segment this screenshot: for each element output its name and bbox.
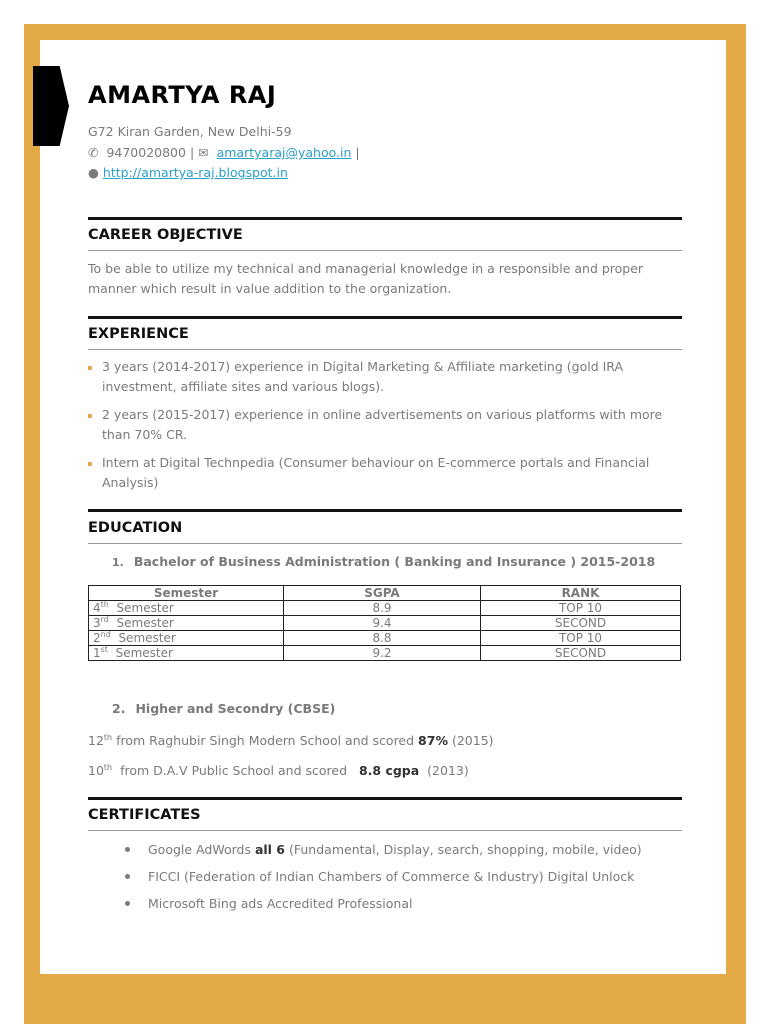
bullet-icon [125, 874, 130, 879]
twelfth-result: 12th from Raghubir Singh Modern School and scored 87% (2015) [88, 732, 494, 748]
secondary-title [112, 701, 335, 716]
section-rule [88, 797, 682, 800]
degree-number: 1. [112, 556, 124, 569]
blog-line [88, 165, 288, 180]
experience-item: 3 years (2014-2017) experience in Digital Marketing & Affiliate marketing (gold IRA investment, affiliate sites and various blogs). [102, 359, 624, 394]
certificate-item: FICCI (Federation of Indian Chambers of Commerce & Industry) Digital Unlock [148, 869, 635, 884]
sgpa-cell: 9.4 [284, 616, 481, 631]
separator: | [189, 145, 195, 160]
secondary-number: 2. [112, 701, 126, 716]
rank-cell: TOP 10 [481, 631, 681, 646]
separator: | [355, 145, 360, 160]
experience-item: Intern at Digital Technpedia (Consumer behaviour on E-commerce portals and Financial Analysis) [102, 455, 650, 490]
bullet-icon [88, 462, 92, 466]
section-underline [88, 349, 682, 350]
tenth-result: 10th from D.A.V Public School and scored 8.8 cgpa (2013) [88, 762, 469, 778]
bullet-icon [88, 366, 92, 370]
table-row [89, 631, 681, 646]
experience-heading: EXPERIENCE [88, 326, 189, 342]
semester-cell: 4th Semester [89, 601, 284, 616]
certificate-item: Google AdWords all 6 (Fundamental, Display, search, shopping, mobile, video) [148, 842, 642, 857]
table-row [89, 616, 681, 631]
table-row [89, 601, 681, 616]
sgpa-cell: 9.2 [284, 646, 481, 661]
bullet-icon [125, 901, 130, 906]
phone-icon: ✆ [88, 145, 99, 160]
objective-text: To be able to utilize my technical and managerial knowledge in a responsible and proper manner which result in value addition to the organization. [88, 261, 644, 296]
column-header: RANK [481, 586, 681, 601]
section-rule [88, 316, 682, 319]
rank-cell: TOP 10 [481, 601, 681, 616]
semester-cell: 3rd Semester [89, 616, 284, 631]
semester-cell: 2nd Semester [89, 631, 284, 646]
email-link[interactable]: amartyaraj@yahoo.in [216, 145, 352, 160]
bullet-icon: ● [88, 165, 99, 180]
sgpa-cell: 8.9 [284, 601, 481, 616]
section-underline [88, 250, 682, 251]
degree-name: Bachelor of Business Administration ( Banking and Insurance ) 2015-2018 [133, 554, 656, 569]
column-header: Semester [89, 586, 284, 601]
rank-cell: SECOND [481, 646, 681, 661]
objective-heading: CAREER OBJECTIVE [88, 227, 243, 243]
semester-cell: 1st Semester [89, 646, 284, 661]
table-row [89, 646, 681, 661]
table-header-row [89, 586, 681, 601]
resume-sheet [40, 40, 726, 974]
blog-link[interactable]: http://amartya-raj.blogspot.in [102, 165, 288, 180]
section-rule [88, 217, 682, 220]
bullet-icon [125, 847, 130, 852]
experience-item: 2 years (2015-2017) experience in online advertisements on various platforms with more than 70% CR. [102, 407, 663, 442]
secondary-name: Higher and Secondry (CBSE) [135, 701, 336, 716]
certificate-item: Microsoft Bing ads Accredited Professional [148, 896, 413, 911]
certificates-heading: CERTIFICATES [88, 807, 201, 823]
column-header: SGPA [284, 586, 481, 601]
rank-cell: SECOND [481, 616, 681, 631]
education-heading: EDUCATION [88, 520, 183, 536]
semester-table [88, 585, 681, 661]
contact-line [88, 145, 360, 160]
section-underline [88, 543, 682, 544]
email-icon: ✉ [198, 145, 209, 160]
degree-title [112, 554, 655, 569]
section-underline [88, 830, 682, 831]
bullet-icon [88, 414, 92, 418]
sgpa-cell: 8.8 [284, 631, 481, 646]
section-rule [88, 509, 682, 512]
phone-number: 9470020800 [106, 145, 186, 160]
address: G72 Kiran Garden, New Delhi-59 [88, 124, 292, 139]
candidate-name: AMARTYA RAJ [88, 81, 277, 109]
